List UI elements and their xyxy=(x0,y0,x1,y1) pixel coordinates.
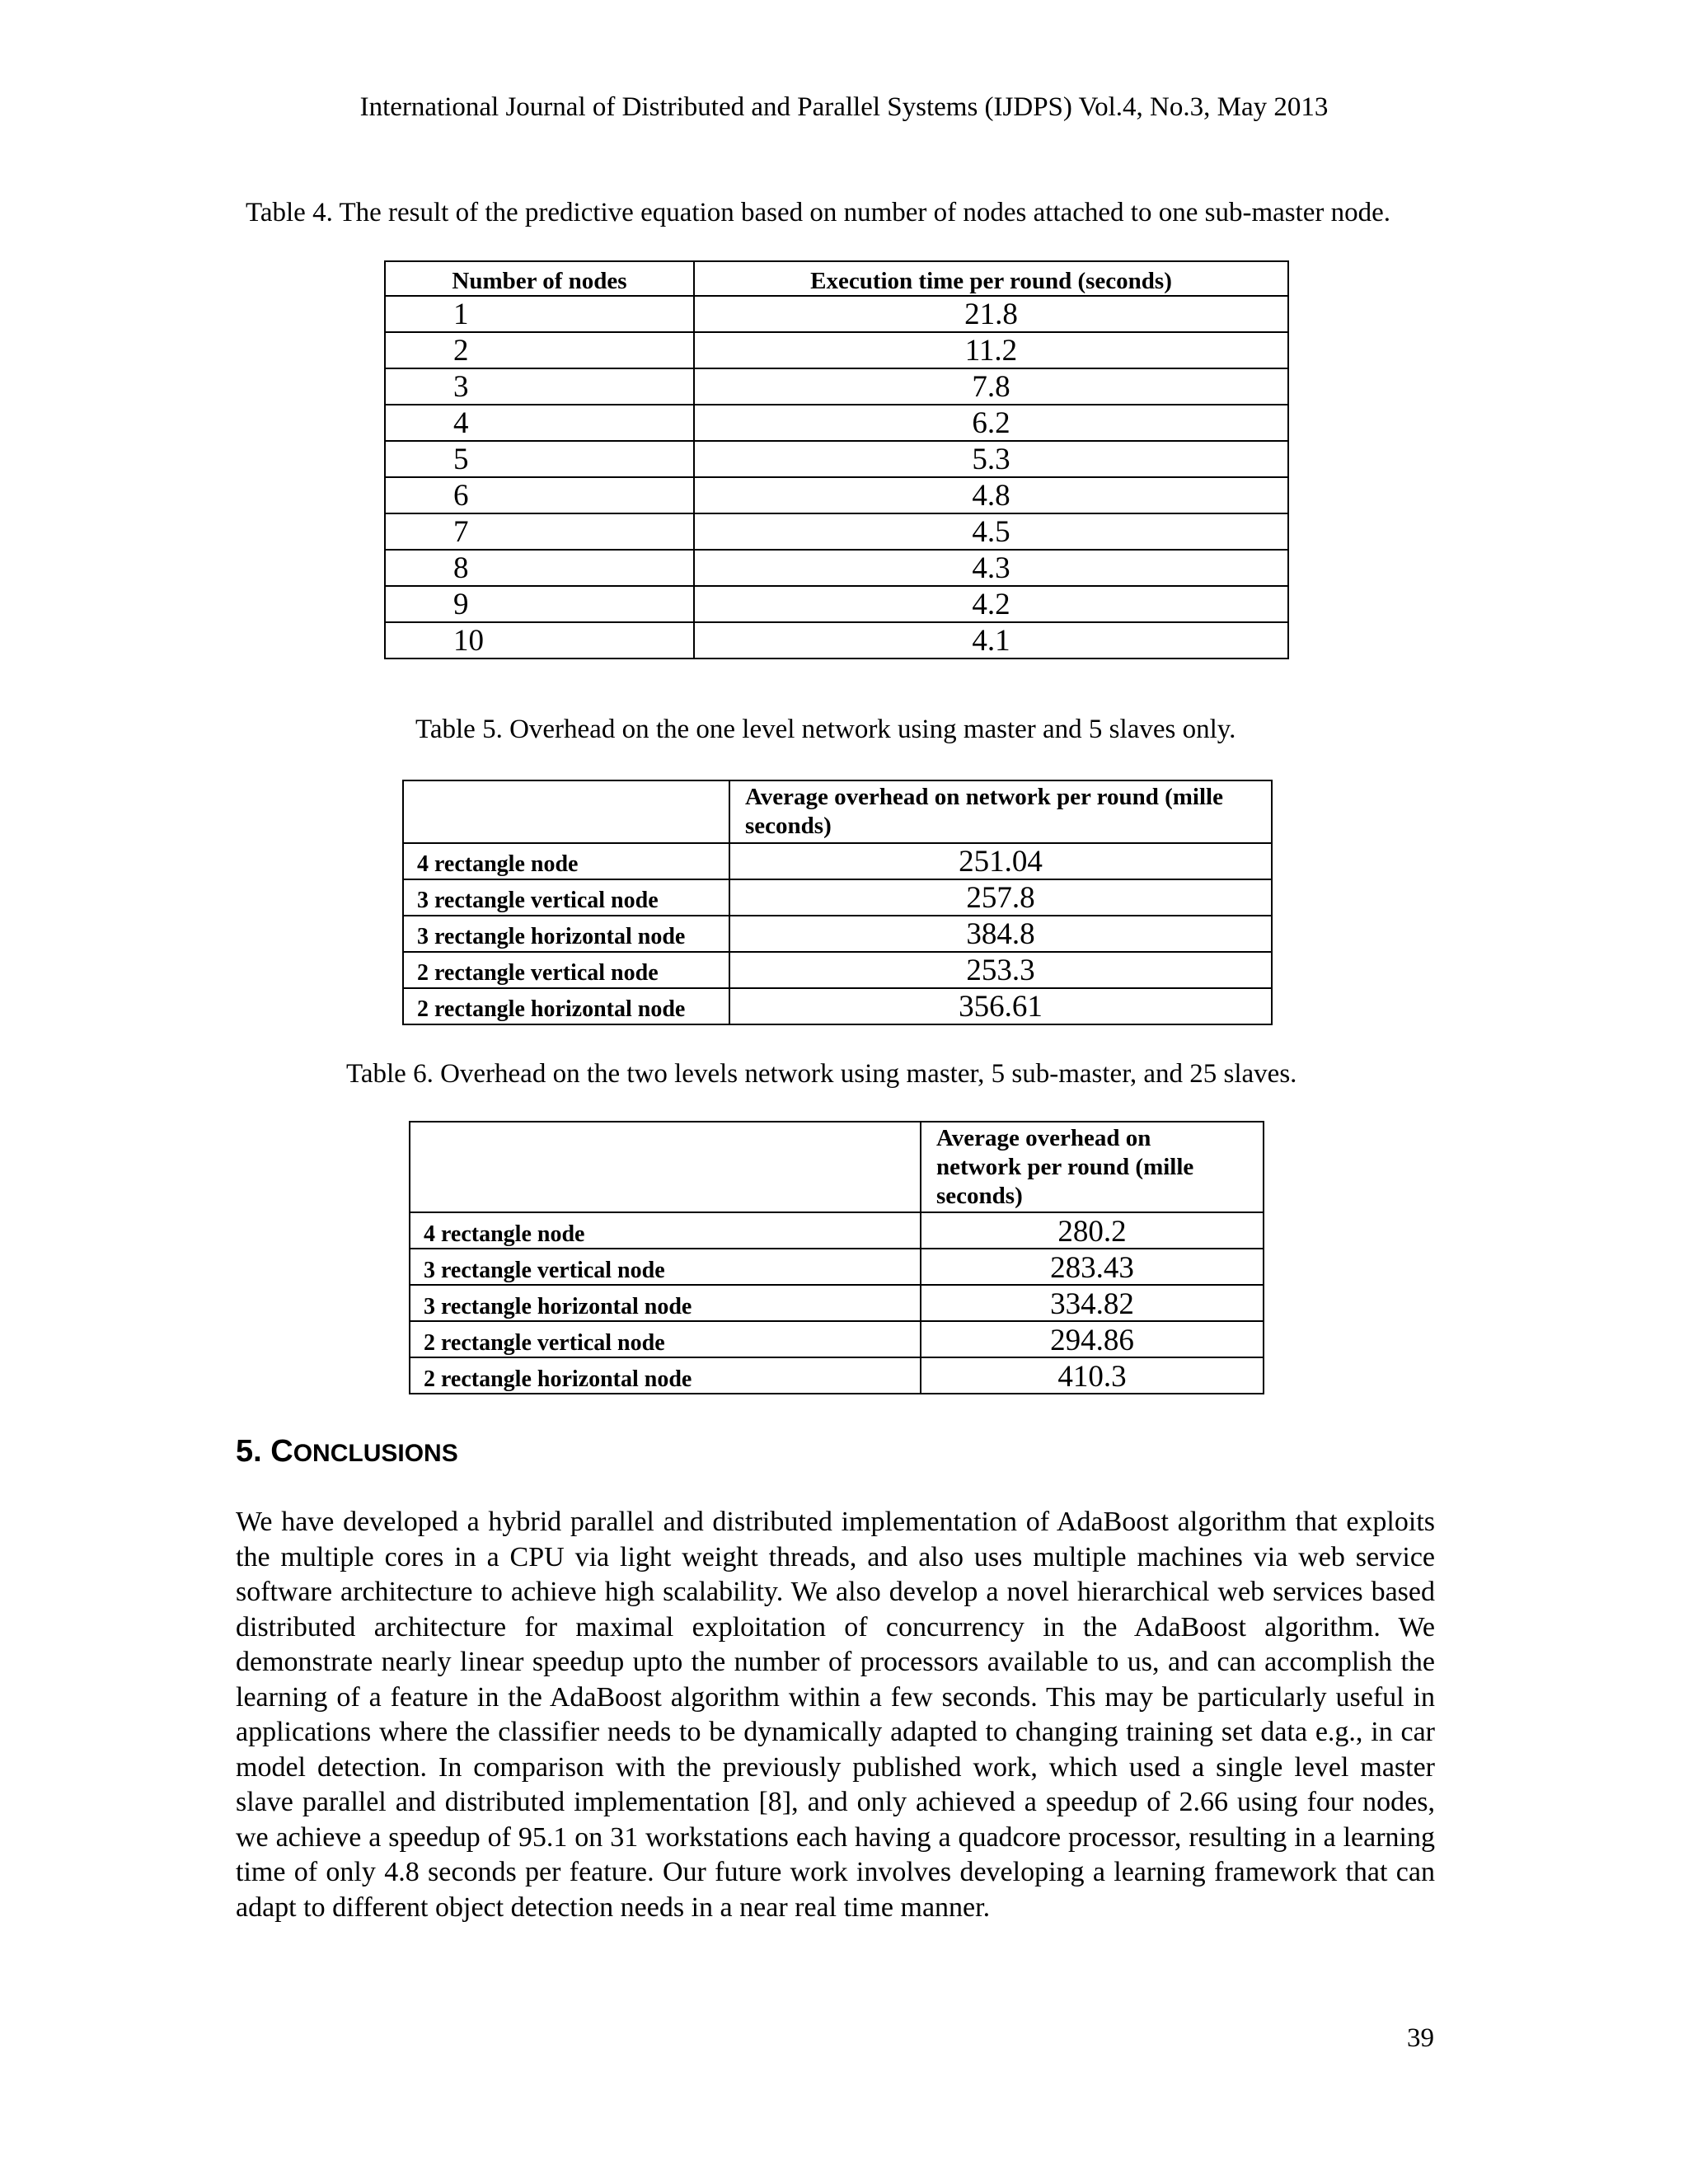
table-row xyxy=(385,550,1288,586)
table-row xyxy=(385,368,1288,405)
table5-empty-header xyxy=(403,780,729,843)
table4 xyxy=(384,260,1289,659)
overhead-value: 283.43 xyxy=(921,1249,1264,1285)
nodes-cell: 2 xyxy=(385,332,694,368)
table-row xyxy=(410,1285,1264,1321)
time-cell: 6.2 xyxy=(694,405,1288,441)
table-row xyxy=(385,405,1288,441)
running-header: International Journal of Distributed and Parallel Systems (IJDPS) Vol.4, No.3, May 2013 xyxy=(359,92,1329,122)
table-row xyxy=(410,1249,1264,1285)
time-cell: 21.8 xyxy=(694,296,1288,332)
table6-caption: Table 6. Overhead on the two levels network using master, 5 sub-master, and 25 slaves. xyxy=(346,1059,1297,1089)
row-label: 3 rectangle vertical node xyxy=(403,879,729,916)
nodes-cell: 7 xyxy=(385,513,694,550)
section-number: 5. xyxy=(236,1434,271,1469)
table4-col1-header: Number of nodes xyxy=(385,261,694,296)
overhead-value: 334.82 xyxy=(921,1285,1264,1321)
overhead-value: 253.3 xyxy=(729,952,1272,988)
row-label: 4 rectangle node xyxy=(410,1212,921,1249)
overhead-value: 280.2 xyxy=(921,1212,1264,1249)
table-row xyxy=(410,1212,1264,1249)
time-cell: 5.3 xyxy=(694,441,1288,477)
table-row xyxy=(385,332,1288,368)
section-title-rest: ONCLUSIONS xyxy=(293,1440,458,1467)
overhead-value: 356.61 xyxy=(729,988,1272,1024)
table4-col2-header: Execution time per round (seconds) xyxy=(694,261,1288,296)
table-row xyxy=(410,1321,1264,1357)
time-cell: 4.8 xyxy=(694,477,1288,513)
table-row xyxy=(403,988,1272,1024)
table-row xyxy=(410,1357,1264,1394)
row-label: 2 rectangle vertical node xyxy=(403,952,729,988)
time-cell: 4.5 xyxy=(694,513,1288,550)
overhead-value: 294.86 xyxy=(921,1321,1264,1357)
nodes-cell: 10 xyxy=(385,622,694,658)
section-heading xyxy=(236,1434,458,1469)
nodes-cell: 1 xyxy=(385,296,694,332)
nodes-cell: 6 xyxy=(385,477,694,513)
row-label: 4 rectangle node xyxy=(403,843,729,879)
overhead-value: 410.3 xyxy=(921,1357,1264,1394)
overhead-value: 251.04 xyxy=(729,843,1272,879)
table-row xyxy=(385,477,1288,513)
table-row xyxy=(385,586,1288,622)
row-label: 2 rectangle vertical node xyxy=(410,1321,921,1357)
row-label: 2 rectangle horizontal node xyxy=(403,988,729,1024)
table-row xyxy=(403,879,1272,916)
row-label: 3 rectangle horizontal node xyxy=(410,1285,921,1321)
nodes-cell: 3 xyxy=(385,368,694,405)
table-row xyxy=(403,952,1272,988)
table4-caption: Table 4. The result of the predictive equation based on number of nodes attached to one sub-master node. xyxy=(246,198,1391,227)
overhead-value: 384.8 xyxy=(729,916,1272,952)
table-row xyxy=(385,296,1288,332)
nodes-cell: 5 xyxy=(385,441,694,477)
table6 xyxy=(409,1121,1264,1394)
time-cell: 4.2 xyxy=(694,586,1288,622)
table-row xyxy=(403,916,1272,952)
row-label: 2 rectangle horizontal node xyxy=(410,1357,921,1394)
nodes-cell: 4 xyxy=(385,405,694,441)
table-header-row xyxy=(410,1122,1264,1212)
table6-empty-header xyxy=(410,1122,921,1212)
time-cell: 7.8 xyxy=(694,368,1288,405)
time-cell: 4.1 xyxy=(694,622,1288,658)
page-number: 39 xyxy=(1407,2023,1434,2053)
time-cell: 4.3 xyxy=(694,550,1288,586)
table5 xyxy=(402,780,1273,1025)
table-header-row xyxy=(385,261,1288,296)
time-cell: 11.2 xyxy=(694,332,1288,368)
table5-col2-header: Average overhead on network per round (mille seconds) xyxy=(729,780,1272,843)
table-row xyxy=(385,441,1288,477)
row-label: 3 rectangle horizontal node xyxy=(403,916,729,952)
table5-caption: Table 5. Overhead on the one level network using master and 5 slaves only. xyxy=(415,715,1236,744)
table-header-row xyxy=(403,780,1272,843)
nodes-cell: 9 xyxy=(385,586,694,622)
table-row xyxy=(385,622,1288,658)
row-label: 3 rectangle vertical node xyxy=(410,1249,921,1285)
section-title-initial: C xyxy=(270,1434,293,1469)
table-row xyxy=(385,513,1288,550)
table6-col2-header: Average overhead on network per round (mille seconds) xyxy=(921,1122,1264,1212)
nodes-cell: 8 xyxy=(385,550,694,586)
overhead-value: 257.8 xyxy=(729,879,1272,916)
conclusions-paragraph: We have developed a hybrid parallel and distributed implementation of AdaBoost algorithm that exploits the multiple cores in a CPU via light weight threads, and also uses multiple machines via web service software architecture to achieve high scalability. We also develop a novel hierarchical web services based distributed architecture for maximal exploitation of concurrency in the AdaBoost algorithm. We demonstrate nearly linear speedup upto the number of processors available to us, and can accomplish the learning of a feature in the AdaBoost algorithm within a few seconds. This may be particularly useful in applications where the classifier needs to be dynamically adapted to changing training set data e.g., in car model detection. In comparison with the previously published work, which used a single level master slave parallel and distributed implementation [8], and only achieved a speedup of 2.66 using four nodes, we achieve a speedup of 95.1 on 31 workstations each having a quadcore processor, resulting in a learning time of only 4.8 seconds per feature. Our future work involves developing a learning framework that can adapt to different object detection needs in a near real time manner. xyxy=(236,1507,1435,1923)
table-row xyxy=(403,843,1272,879)
